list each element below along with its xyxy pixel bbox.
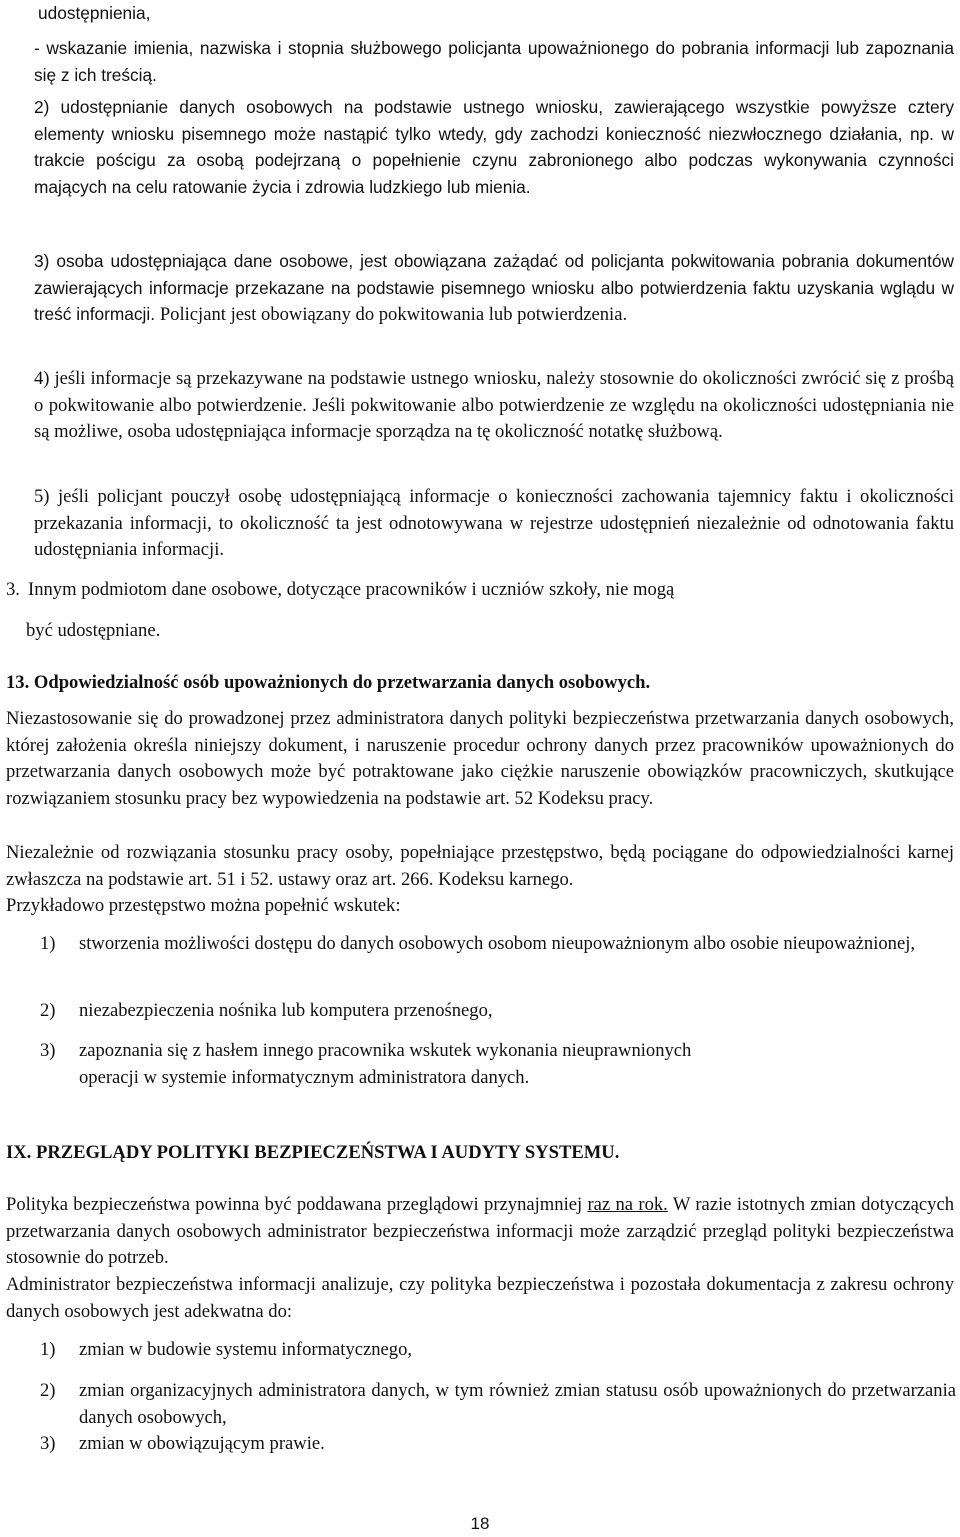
section-13-para-3: Przykładowo przestępstwo można popełnić wskutek: xyxy=(6,895,401,916)
paragraph-5: 5) jeśli policjant pouczył osobę udostępniającą informacje o konieczności zachowania tajemnicy faktu i okoliczności przekazania informacji, to okoliczność ta jest odnotowywana w rejestrze udostępnień niezależnie od odnotowania faktu udostępniania informacji. xyxy=(34,486,954,560)
section-9-para-2: Administrator bezpieczeństwa informacji analizuje, czy polityka bezpieczeństwa i pozostała dokumentacja z zakresu ochrony danych osobowych jest adekwatna do: xyxy=(6,1274,954,1322)
item-3-line-2: być udostępniane. xyxy=(26,620,161,641)
section-13-item-3 xyxy=(40,1038,956,1092)
list-number: 1) xyxy=(40,1339,56,1360)
list-text: stworzenia możliwości dostępu do danych osobowych osobom nieupoważnionym albo osobie nieupoważnionej, xyxy=(79,933,916,954)
section-9-item-3 xyxy=(40,1431,956,1458)
section-13-heading: 13. Odpowiedzialność osób upoważnionych do przetwarzania danych osobowych. xyxy=(6,672,651,693)
paragraph-2: 2) udostępnianie danych osobowych na podstawie ustnego wniosku, zawierającego wszystkie powyższe cztery elementy wniosku pisemnego może nastąpić tylko wtedy, gdy zachodzi konieczność niezwłocznego działania, np. w trakcie pościgu za osobą podejrzaną o popełnienie czynu zabronionego albo podczas wykonywania czynności mających na celu ratowanie życia i zdrowia ludzkiego lub mienia. xyxy=(34,97,954,197)
section-9-para-1-b: W razie istotnych zmian dotyczących przetwarzania danych osobowych administrator bezpieczeństwa informacji może zarządzić przegląd polityki bezpieczeństwa stosownie do potrzeb. xyxy=(6,1194,954,1268)
list-number: 3) xyxy=(40,1433,56,1454)
dash-item: - wskazanie imienia, nazwiska i stopnia służbowego policjanta upoważnionego do pobrania informacji lub zapoznania się z ich treścią. xyxy=(34,38,954,85)
item-3-line-1: Innym podmiotom dane osobowe, dotyczące pracowników i uczniów szkoły, nie mogą xyxy=(28,579,675,600)
list-text-line-1: zapoznania się z hasłem innego pracownika wskutek wykonania nieuprawnionych xyxy=(79,1040,692,1061)
list-text-line-2: operacji w systemie informatycznym administratora danych. xyxy=(79,1067,530,1088)
list-text: niezabezpieczenia nośnika lub komputera przenośnego, xyxy=(79,1000,493,1021)
section-13-para-2: Niezależnie od rozwiązania stosunku pracy osoby, popełniające przestępstwo, będą pociągane do odpowiedzialności karnej zwłaszcza na podstawie art. 51 i 52. ustawy oraz art. 266. Kodeksu karnego. xyxy=(6,842,954,890)
section-13-item-1 xyxy=(40,931,956,985)
page-number: 18 xyxy=(470,1514,490,1533)
item-3-number: 3. xyxy=(6,579,20,600)
line-udostepnienia: udostępnienia, xyxy=(38,3,151,23)
list-number: 2) xyxy=(40,1380,56,1401)
list-number: 1) xyxy=(40,933,56,954)
section-9-item-1 xyxy=(40,1337,956,1364)
list-text: zmian organizacyjnych administratora danych, w tym również zmian statusu osób upoważnionych do przetwarzania danych osobowych, xyxy=(79,1380,956,1428)
list-number: 3) xyxy=(40,1040,56,1061)
section-9-heading: IX. PRZEGLĄDY POLITYKI BEZPIECZEŃSTWA I AUDYTY SYSTEMU. xyxy=(6,1142,620,1163)
list-number: 2) xyxy=(40,1000,56,1021)
section-9-para-1 xyxy=(6,1192,954,1272)
paragraph-4: 4) jeśli informacje są przekazywane na podstawie ustnego wniosku, należy stosownie do okoliczności zwrócić się z prośbą o pokwitowanie albo potwierdzenie. Jeśli pokwitowanie albo potwierdzenie ze względu na okoliczności udostępniania nie są możliwe, osoba udostępniająca informacje sporządza na tę okoliczność notatkę służbową. xyxy=(34,368,954,442)
list-text: zmian w obowiązującym prawie. xyxy=(79,1433,325,1454)
section-9-item-2 xyxy=(40,1378,956,1432)
paragraph-3-part-a: 3) osoba udostępniająca dane osobowe, jest obowiązana zażądać od policjanta pokwitowania pobrania dokumentów zawierających informacje przekazane na podstawie pisemnego wniosku albo potwierdzenia faktu uzyskania wglądu w treść informacji. xyxy=(34,251,954,324)
section-13-para-1: Niezastosowanie się do prowadzonej przez administratora danych polityki bezpieczeństwa przetwarzania danych osobowych, której założenia określa niniejszy dokument, i naruszenie procedur ochrony danych przez pracowników upoważnionych do przetwarzania danych osobowych może być potraktowane jako ciężkie naruszenie obowiązków pracowniczych, skutkujące rozwiązaniem stosunku pracy bez wypowiedzenia na podstawie art. 52 Kodeksu pracy. xyxy=(6,708,954,809)
section-13-item-2 xyxy=(40,998,956,1025)
list-text: zmian w budowie systemu informatycznego, xyxy=(79,1339,413,1360)
paragraph-3 xyxy=(34,248,954,329)
section-9-para-1-a: Polityka bezpieczeństwa powinna być poddawana przeglądowi przynajmniej xyxy=(6,1194,583,1215)
paragraph-3-part-b: Policjant jest obowiązany do pokwitowania lub potwierdzenia. xyxy=(159,304,628,325)
section-9-para-1-underlined: raz na rok. xyxy=(587,1194,668,1215)
